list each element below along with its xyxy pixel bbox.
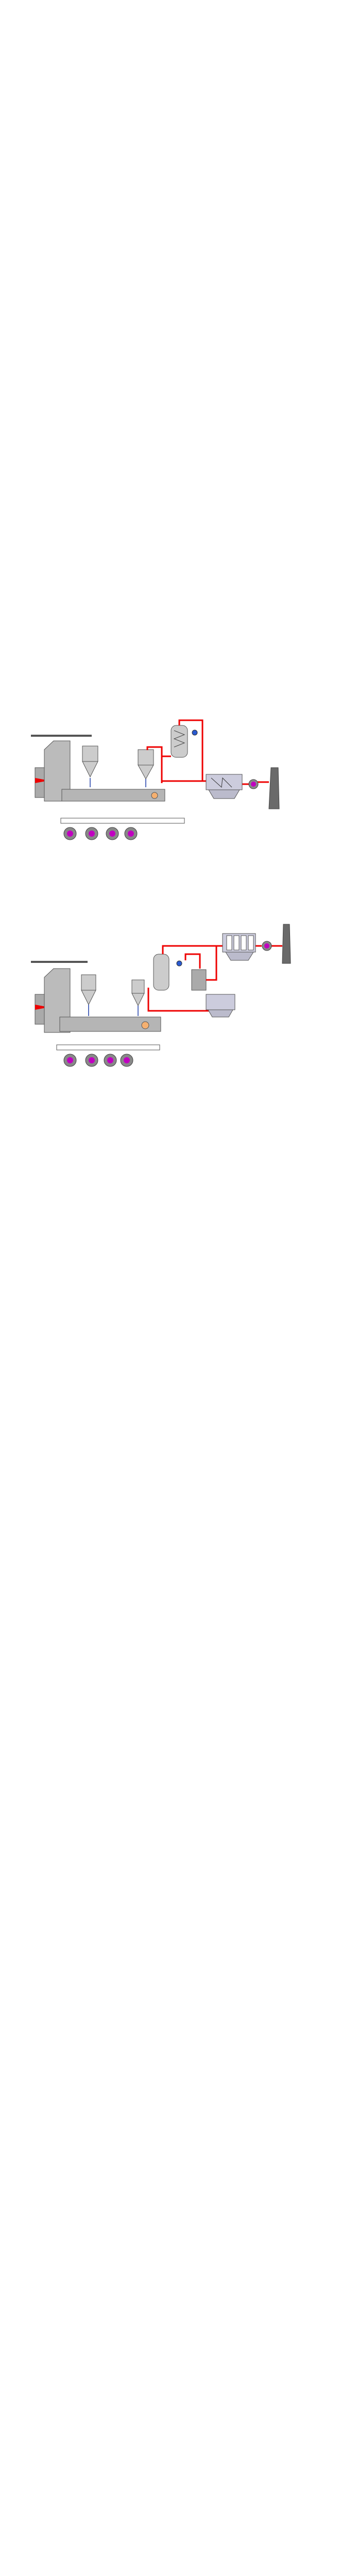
clinker-cooler [62, 789, 165, 801]
electrostatic-precipitator [206, 774, 242, 799]
id-fan [249, 779, 258, 789]
baghouse [223, 934, 256, 960]
mixing-box [192, 970, 206, 990]
old-precipitator [206, 994, 235, 1017]
cyclone-2 [132, 980, 144, 1016]
heat-exchanger [154, 954, 182, 990]
id-fan [262, 941, 271, 951]
cooling-fans [64, 827, 137, 840]
cooling-fans [64, 1054, 133, 1066]
conveyor [57, 1045, 160, 1050]
clinker-cooler [60, 1017, 161, 1031]
conveyor [61, 818, 184, 823]
cyclone-2 [138, 750, 154, 787]
stack [282, 924, 291, 963]
flow-diagram-before [31, 701, 288, 855]
flow-diagram-after [31, 903, 299, 1073]
heat-exchanger [171, 725, 197, 757]
stack [269, 768, 279, 809]
